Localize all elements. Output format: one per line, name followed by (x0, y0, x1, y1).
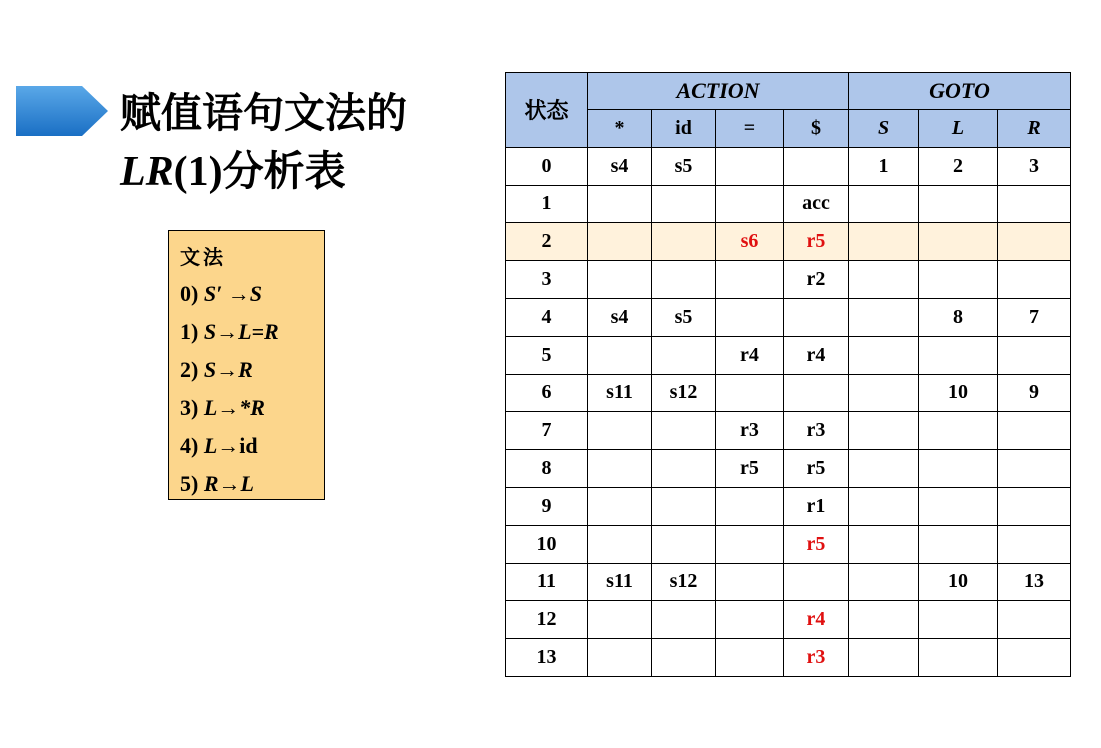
action-cell: r5 (784, 223, 849, 261)
goto-cell (849, 563, 919, 601)
action-cell: s11 (588, 374, 652, 412)
goto-cell (919, 223, 998, 261)
goto-cell (919, 185, 998, 223)
goto-cell (919, 450, 998, 488)
action-cell (652, 261, 716, 299)
goto-cell (998, 487, 1071, 525)
goto-symbol-header: R (998, 110, 1071, 148)
table-row (506, 298, 1071, 336)
action-cell: acc (784, 185, 849, 223)
goto-cell (919, 336, 998, 374)
state-cell: 3 (506, 261, 588, 299)
rule-rhs: L (240, 471, 254, 496)
action-cell (588, 450, 652, 488)
rule-rhs: S (249, 281, 263, 306)
rule-number: 4) (180, 433, 204, 458)
action-cell (716, 147, 784, 185)
rule-lhs: L (203, 433, 218, 458)
title-lr: LR (120, 149, 174, 195)
action-cell: s12 (652, 563, 716, 601)
goto-cell (998, 412, 1071, 450)
action-cell: s6 (716, 223, 784, 261)
action-cell (588, 185, 652, 223)
action-cell (652, 412, 716, 450)
action-cell (716, 261, 784, 299)
goto-cell (849, 336, 919, 374)
action-cell: s5 (652, 147, 716, 185)
grammar-rule (180, 313, 324, 351)
table-row (506, 525, 1071, 563)
goto-cell: 7 (998, 298, 1071, 336)
grammar-heading: 文法 (180, 245, 226, 269)
goto-cell (849, 185, 919, 223)
table-row (506, 261, 1071, 299)
goto-cell (919, 639, 998, 677)
goto-cell: 3 (998, 147, 1071, 185)
rule-number: 2) (180, 357, 204, 382)
goto-cell (849, 601, 919, 639)
table-row (506, 147, 1071, 185)
state-cell: 8 (506, 450, 588, 488)
table-row (506, 601, 1071, 639)
action-cell (652, 487, 716, 525)
action-cell (588, 261, 652, 299)
rule-number: 5) (180, 471, 204, 496)
rule-rhs: *R (239, 395, 265, 420)
action-cell (716, 525, 784, 563)
goto-cell: 2 (919, 147, 998, 185)
action-cell: s5 (652, 298, 716, 336)
goto-cell: 10 (919, 374, 998, 412)
goto-cell (849, 374, 919, 412)
action-cell: r5 (784, 525, 849, 563)
rule-number: 0) (180, 281, 204, 306)
action-cell (652, 336, 716, 374)
action-cell: r4 (784, 336, 849, 374)
action-cell: s12 (652, 374, 716, 412)
action-cell (652, 223, 716, 261)
action-cell (588, 525, 652, 563)
action-cell: r3 (716, 412, 784, 450)
table-row (506, 223, 1071, 261)
state-cell: 7 (506, 412, 588, 450)
rule-arrow: → (217, 433, 240, 458)
goto-cell (998, 639, 1071, 677)
goto-cell (998, 261, 1071, 299)
action-cell: r2 (784, 261, 849, 299)
action-cell: r5 (716, 450, 784, 488)
goto-cell: 9 (998, 374, 1071, 412)
state-cell: 11 (506, 563, 588, 601)
title-rest: 分析表 (222, 147, 346, 195)
action-cell: r4 (716, 336, 784, 374)
state-cell: 10 (506, 525, 588, 563)
action-cell (716, 185, 784, 223)
goto-cell (849, 639, 919, 677)
table-row (506, 374, 1071, 412)
action-cell (588, 412, 652, 450)
grammar-rule (180, 275, 324, 313)
action-cell: s4 (588, 147, 652, 185)
rule-lhs: L (203, 395, 218, 420)
action-cell (588, 223, 652, 261)
state-cell: 2 (506, 223, 588, 261)
state-cell: 13 (506, 639, 588, 677)
action-cell (588, 487, 652, 525)
action-cell: r5 (784, 450, 849, 488)
state-cell: 6 (506, 374, 588, 412)
goto-cell (919, 412, 998, 450)
state-cell: 12 (506, 601, 588, 639)
action-cell (716, 563, 784, 601)
action-cell (652, 185, 716, 223)
rule-arrow: → (216, 357, 239, 382)
table-row (506, 563, 1071, 601)
action-cell: r4 (784, 601, 849, 639)
goto-cell: 10 (919, 563, 998, 601)
action-cell (784, 147, 849, 185)
action-cell (784, 563, 849, 601)
action-cell (784, 374, 849, 412)
goto-cell (919, 601, 998, 639)
goto-header: GOTO (849, 73, 1071, 110)
action-cell (588, 639, 652, 677)
table-row (506, 412, 1071, 450)
title-paren: (1) (173, 149, 223, 195)
state-cell: 4 (506, 298, 588, 336)
action-symbol-header: $ (784, 110, 849, 148)
action-cell (588, 601, 652, 639)
grammar-rule (180, 427, 324, 465)
goto-cell (998, 601, 1071, 639)
rule-lhs: S′ (203, 281, 223, 306)
goto-cell (849, 261, 919, 299)
goto-cell (919, 261, 998, 299)
rule-rhs: R (238, 357, 253, 382)
goto-cell (998, 185, 1071, 223)
rule-arrow: → (216, 319, 239, 344)
action-symbol-header: id (652, 110, 716, 148)
table-row (506, 487, 1071, 525)
rule-rhs: L=R (238, 319, 279, 344)
state-cell: 5 (506, 336, 588, 374)
action-cell: r3 (784, 412, 849, 450)
title-line-1: 赋值语句文法的 (120, 89, 407, 137)
grammar-rule (180, 389, 324, 427)
table-row (506, 450, 1071, 488)
rule-arrow: → (218, 471, 241, 496)
goto-symbol-header: L (919, 110, 998, 148)
rule-rhs: id (239, 433, 258, 458)
action-header: ACTION (588, 73, 849, 110)
action-cell (716, 374, 784, 412)
action-symbol-header: = (716, 110, 784, 148)
rule-arrow: → (222, 281, 250, 306)
action-cell (784, 298, 849, 336)
goto-symbol-header: S (849, 110, 919, 148)
grammar-rules (180, 275, 324, 503)
action-cell (652, 601, 716, 639)
goto-cell (849, 412, 919, 450)
table-row (506, 185, 1071, 223)
goto-cell (998, 336, 1071, 374)
goto-cell (919, 525, 998, 563)
goto-cell (849, 223, 919, 261)
page-title (120, 84, 480, 201)
goto-cell (998, 450, 1071, 488)
title-line-2 (120, 142, 480, 201)
title-arrow-icon (16, 84, 110, 138)
goto-cell (849, 450, 919, 488)
table-row (506, 639, 1071, 677)
action-cell (716, 639, 784, 677)
goto-cell (998, 223, 1071, 261)
grammar-rule (180, 465, 324, 503)
state-cell: 1 (506, 185, 588, 223)
rule-arrow: → (217, 395, 240, 420)
action-symbol-header: * (588, 110, 652, 148)
state-header: 状态 (506, 73, 588, 148)
action-cell (716, 487, 784, 525)
goto-cell: 1 (849, 147, 919, 185)
grammar-box (168, 230, 325, 500)
rule-number: 3) (180, 395, 204, 420)
goto-cell (849, 298, 919, 336)
grammar-rule (180, 351, 324, 389)
goto-cell (849, 525, 919, 563)
goto-cell (919, 487, 998, 525)
state-cell: 9 (506, 487, 588, 525)
action-cell: r3 (784, 639, 849, 677)
state-cell: 0 (506, 147, 588, 185)
action-cell (652, 450, 716, 488)
goto-cell (998, 525, 1071, 563)
lr1-parse-table (505, 72, 1071, 677)
goto-cell: 13 (998, 563, 1071, 601)
action-cell: s11 (588, 563, 652, 601)
rule-lhs: R (203, 471, 219, 496)
action-cell (652, 639, 716, 677)
goto-cell: 8 (919, 298, 998, 336)
action-cell: s4 (588, 298, 652, 336)
action-cell (588, 336, 652, 374)
action-cell (716, 601, 784, 639)
table-row (506, 336, 1071, 374)
rule-lhs: S (203, 357, 217, 382)
action-cell (716, 298, 784, 336)
rule-number: 1) (180, 319, 204, 344)
rule-lhs: S (203, 319, 217, 344)
action-cell (652, 525, 716, 563)
action-cell: r1 (784, 487, 849, 525)
goto-cell (849, 487, 919, 525)
